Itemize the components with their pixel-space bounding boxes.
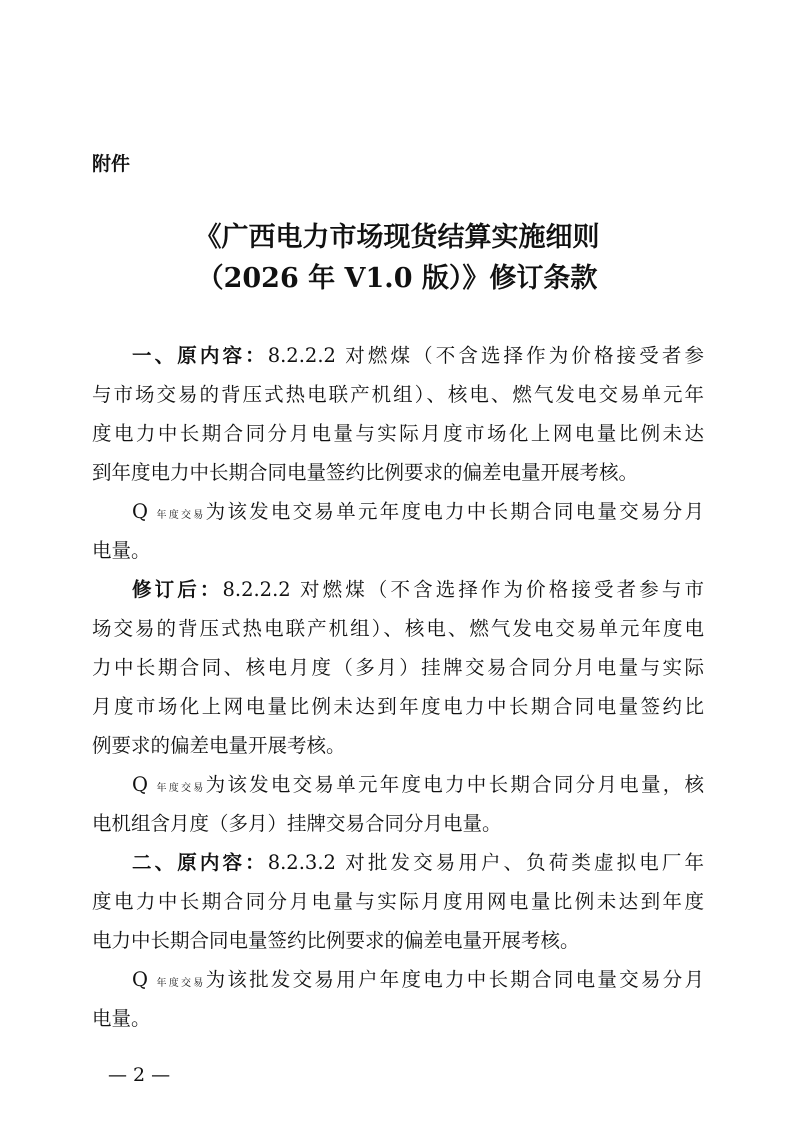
q-symbol: Q xyxy=(132,500,148,523)
section1-line-3: 度电力中长期合同分月电量与实际月度市场化上网电量比例未达 xyxy=(92,422,704,445)
section1-q-line-1: Q 年度交易为该发电交易单元年度电力中长期合同电量交易分月 xyxy=(132,500,704,523)
q-subscript: 年度交易 xyxy=(156,783,206,794)
section1-line-2: 与市场交易的背压式热电联产机组）、核电、燃气发电交易单元年 xyxy=(92,383,704,406)
document-title-line-1: 《广西电力市场现货结算实施细则 xyxy=(194,222,600,253)
section2-q-line-1: Q 年度交易为该发电交易单元年度电力中长期合同分月电量，核 xyxy=(132,773,704,796)
section1-q-line-2: 电量。 xyxy=(92,539,151,562)
section2-line-4: 月度市场化上网电量比例未达到年度电力中长期合同电量签约比 xyxy=(92,695,704,718)
section2-q-line-2: 电机组含月度（多月）挂牌交易合同分月电量。 xyxy=(92,812,502,835)
q-symbol: Q xyxy=(132,968,148,991)
section3-line-1: 二、原内容：8.2.3.2 对批发交易用户、负荷类虚拟电厂年 xyxy=(132,851,704,874)
section2-heading: 修订后： xyxy=(132,578,223,601)
section1-heading: 一、原内容： xyxy=(132,344,268,367)
section3-q-line-1: Q 年度交易为该批发交易用户年度电力中长期合同电量交易分月 xyxy=(132,968,704,991)
section3-line-2: 度电力中长期合同分月电量与实际月度用网电量比例未达到年度 xyxy=(92,890,704,913)
section3-q-line-2: 电量。 xyxy=(92,1007,151,1030)
section3-line-3: 电力中长期合同电量签约比例要求的偏差电量开展考核。 xyxy=(92,929,580,952)
section1-line-4: 到年度电力中长期合同电量签约比例要求的偏差电量开展考核。 xyxy=(92,461,639,484)
document-title-line-2: （2026 年 V1.0 版）》修订条款 xyxy=(196,263,598,294)
section3-heading: 二、原内容： xyxy=(132,851,268,874)
page-number: — 2 — xyxy=(108,1064,171,1086)
section2-line-2: 场交易的背压式热电联产机组）、核电、燃气发电交易单元年度电 xyxy=(92,617,704,640)
section2-line-5: 例要求的偏差电量开展考核。 xyxy=(92,734,346,757)
section1-line-1: 一、原内容：8.2.2.2 对燃煤（不含选择作为价格接受者参 xyxy=(132,344,704,367)
q-symbol: Q xyxy=(132,773,148,796)
section2-line-1: 修订后：8.2.2.2 对燃煤（不含选择作为价格接受者参与市 xyxy=(132,578,704,601)
q-subscript: 年度交易 xyxy=(156,510,206,521)
q-subscript: 年度交易 xyxy=(156,978,206,989)
attachment-label: 附件 xyxy=(92,153,131,175)
section2-line-3: 力中长期合同、核电月度（多月）挂牌交易合同分月电量与实际 xyxy=(92,656,704,679)
